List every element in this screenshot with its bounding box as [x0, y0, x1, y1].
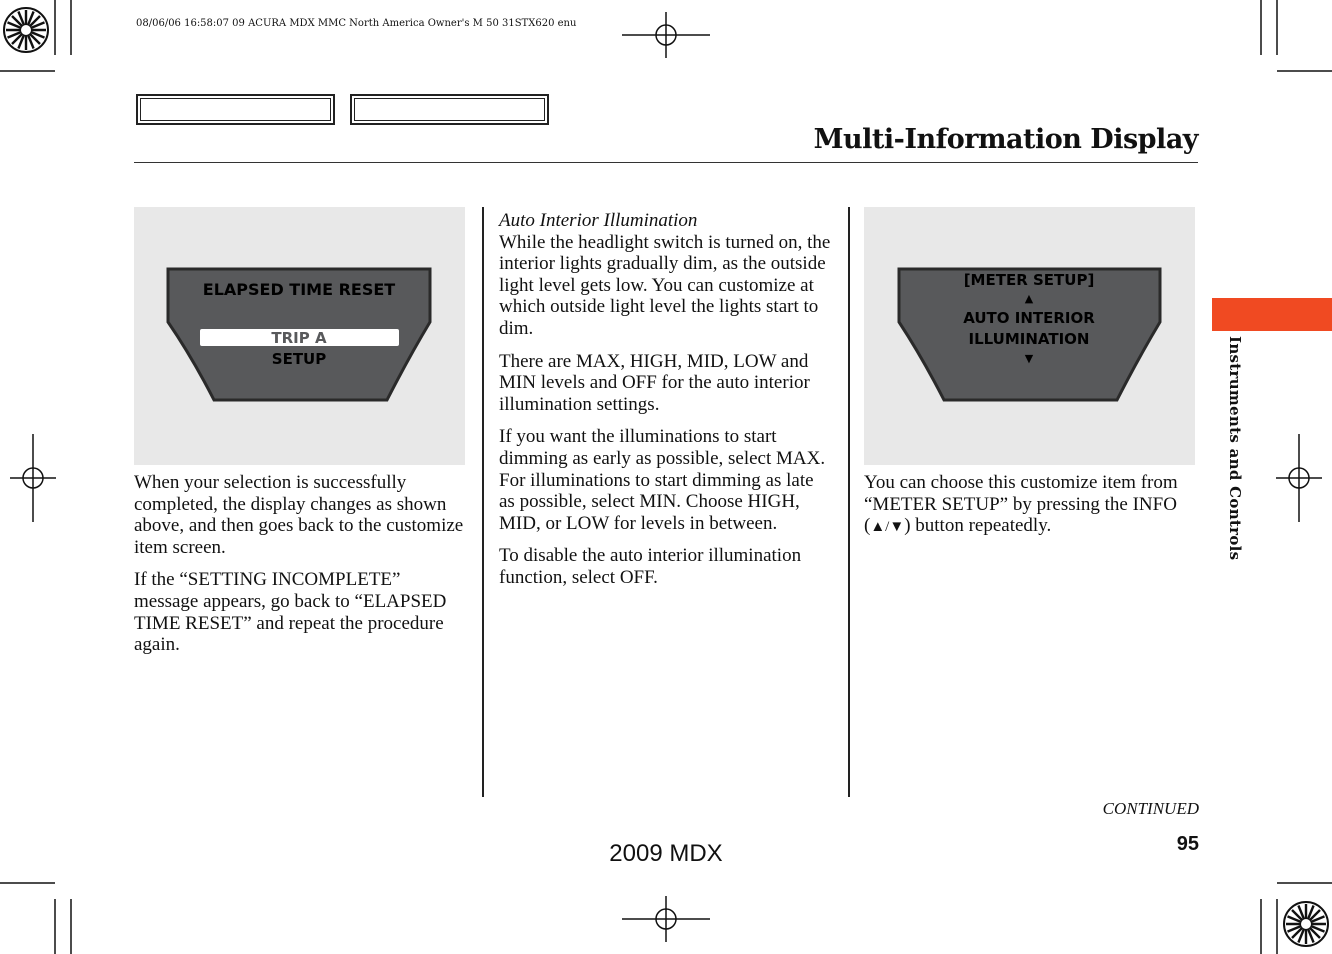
display-option-selected: TRIP A — [271, 329, 327, 347]
display-header: ELAPSED TIME RESET — [202, 280, 396, 299]
display-line: ILLUMINATION — [968, 330, 1090, 348]
paragraph: There are MAX, HIGH, MID, LOW and MIN levels and OFF for the auto interior illumination settings. — [499, 350, 810, 415]
display-header: [METER SETUP] — [963, 271, 1095, 289]
registration-target-icon — [2, 6, 50, 54]
display-figure-elapsed-time — [134, 207, 465, 465]
paragraph: If you want the illuminations to start dimming as early as possible, select MAX. For illuminations to start dimming as late as possible, select MIN. Choose HIGH, MID, or LOW for levels in between. — [499, 426, 826, 534]
paragraph-text: ) button repeatedly. — [904, 515, 1052, 537]
section-tab-marker — [1212, 298, 1332, 331]
header-tab-box-left — [136, 94, 335, 125]
page-number: 95 — [1176, 833, 1199, 855]
paragraph: To disable the auto interior illumination function, select OFF. — [499, 545, 802, 588]
subheading: Auto Interior Illumination — [499, 210, 698, 231]
header-tab-box-right — [350, 94, 549, 125]
info-arrows-icon: ▲/▼ — [870, 519, 905, 536]
title-divider — [134, 162, 1198, 163]
column-divider — [482, 207, 484, 797]
crosshair-icon — [622, 896, 710, 942]
section-label: Instruments and Controls — [1226, 336, 1244, 561]
page-title: Multi-Information Display — [813, 124, 1198, 155]
print-header: 08/06/06 16:58:07 09 ACURA MDX MMC North America Owner's M 50 31STX620 enu — [136, 18, 577, 29]
paragraph: When your selection is successfully completed, the display changes as shown above, and then goes back to the customize item screen. — [134, 472, 464, 558]
up-arrow-icon: ▲ — [1024, 292, 1034, 305]
middle-column — [499, 210, 834, 600]
paragraph — [864, 472, 1199, 539]
paragraph: While the headlight switch is turned on, the interior lights gradually dim, as the outside light level gets low. You can customize at which outside light level the lights start to dim. — [499, 231, 831, 339]
registration-target-icon — [1282, 900, 1330, 948]
down-arrow-icon: ▼ — [1024, 352, 1034, 365]
display-option: SETUP — [271, 350, 327, 368]
right-column — [864, 472, 1199, 550]
crosshair-icon — [622, 12, 710, 58]
paragraph: If the “SETTING INCOMPLETE” message appears, go back to “ELAPSED TIME RESET” and repeat the procedure again. — [134, 569, 447, 656]
continued-label: CONTINUED — [1102, 799, 1199, 818]
paragraph-text: You can choose this customize item from “METER SETUP” by pressing the INFO ( — [864, 472, 1178, 537]
display-figure-meter-setup — [864, 207, 1195, 465]
display-line: AUTO INTERIOR — [963, 309, 1095, 327]
left-column — [134, 472, 469, 667]
crosshair-icon — [10, 434, 56, 522]
crosshair-icon — [1276, 434, 1322, 522]
model-footer: 2009 MDX — [609, 840, 723, 867]
column-divider — [848, 207, 850, 797]
